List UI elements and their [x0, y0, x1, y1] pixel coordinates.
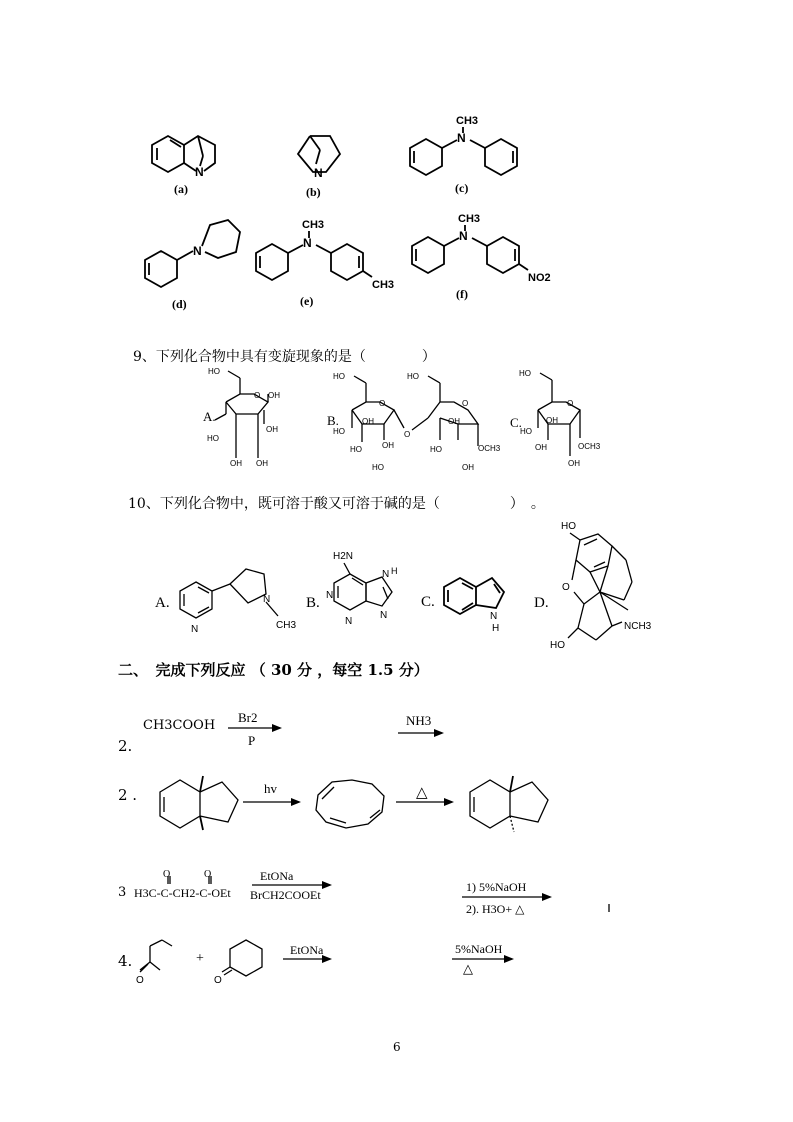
oh-label: OH	[546, 416, 558, 425]
label-a: (a)	[174, 182, 188, 196]
sugar-a	[203, 367, 280, 468]
r4-number: 4.	[118, 952, 133, 970]
ho-label: HO	[333, 427, 345, 436]
ch3-label: CH3	[372, 279, 395, 291]
option-d-label: D.	[534, 595, 549, 611]
n-atom-label: N	[326, 590, 334, 601]
n-atom-label: N	[193, 244, 202, 258]
r1-reactant: CH3COOH	[143, 718, 216, 733]
r2-reagent2: △	[416, 785, 428, 801]
section-2-title: 二、 完成下列反应 （ 30 分 ，每空 1.5 分）	[118, 661, 429, 679]
option-c-label: C.	[421, 594, 435, 610]
n-atom-label: N	[195, 165, 204, 179]
oh-label: OH	[382, 441, 394, 450]
n-atom-label: N	[459, 229, 468, 243]
ho-label: HO	[407, 372, 419, 381]
reaction-2	[160, 776, 548, 832]
och3-label: OCH3	[578, 442, 601, 451]
r3-o1: O	[163, 869, 171, 880]
ho-label: HO	[550, 640, 565, 651]
ho-label: HO	[561, 521, 576, 532]
ho-label: HO	[208, 367, 220, 376]
r3-reagent-bottom: BrCH2COOEt	[250, 888, 321, 902]
r1-reagent2: NH3	[406, 713, 432, 728]
ch3-label: CH3	[456, 115, 479, 127]
structure-nicotine	[155, 569, 296, 635]
sugar-b	[327, 372, 501, 472]
r3-step2: 2). H3O+ △	[466, 902, 525, 916]
structure-b	[298, 136, 340, 199]
r4-reagent2-top: 5%NaOH	[455, 942, 503, 956]
option-b-label: B.	[306, 595, 320, 611]
structure-f	[412, 213, 551, 301]
ring-o: O	[379, 399, 386, 408]
ho-label: HO	[350, 445, 362, 454]
ring-o: O	[567, 399, 574, 408]
r4-reagent2-bottom: △	[463, 961, 473, 976]
n-atom-label: N	[303, 236, 312, 250]
oh-label: OH	[535, 443, 547, 452]
oh-label: OH	[448, 417, 460, 426]
structure-indole	[421, 578, 504, 634]
r4-plus: +	[196, 951, 204, 966]
r2-number: 2 .	[118, 786, 138, 804]
question-10-stem: 10、下列化合物中，既可溶于酸又可溶于碱的是（ ） 。	[128, 496, 545, 512]
oh-label: OH	[462, 463, 474, 472]
n-atom-label: N	[382, 569, 390, 580]
r4-o-cyclohexanone: O	[214, 975, 222, 986]
oh-label: OH	[268, 391, 280, 400]
n-atom-label: N	[490, 611, 498, 622]
ho-label: HO	[207, 434, 219, 443]
r2-reagent1: hv	[264, 781, 277, 796]
r1-reagent-bottom: P	[248, 733, 256, 748]
structure-a	[152, 136, 215, 196]
oh-label: OH	[230, 459, 242, 468]
sugar-c	[510, 369, 601, 468]
structure-morphine	[534, 521, 652, 651]
ring-o: O	[462, 399, 469, 408]
r3-o2: O	[204, 869, 212, 880]
ho-label: HO	[519, 369, 531, 378]
och3-label: OCH3	[478, 444, 501, 453]
oh-label: OH	[266, 425, 278, 434]
n-atom-label: N	[191, 624, 199, 635]
option-b-label: B.	[327, 413, 339, 428]
n-atom-label: N	[345, 616, 353, 627]
o-atom-label: O	[562, 582, 570, 593]
no2-label: NO2	[528, 272, 551, 284]
option-a-label: A.	[155, 595, 170, 611]
structure-e	[256, 219, 394, 308]
oh-label: OH	[362, 417, 374, 426]
glyco-o: O	[404, 430, 411, 439]
label-b: (b)	[306, 185, 321, 199]
label-e: (e)	[300, 294, 314, 308]
option-c-label: C.	[510, 415, 522, 430]
r3-number: 3	[118, 885, 127, 900]
n-atom-label: N	[457, 131, 466, 145]
structure-d	[145, 220, 240, 311]
nch3-label: NCH3	[624, 621, 652, 632]
n-atom-label: N	[314, 166, 323, 180]
ho-label: HO	[520, 427, 532, 436]
reaction-3	[168, 876, 609, 912]
question-9-stem: 9、下列化合物中具有变旋现象的是（ ）	[133, 349, 436, 365]
r3-reactant: H3C-C-CH2-C-OEt	[134, 886, 231, 900]
n-atom-label: N	[380, 610, 388, 621]
h-label: H	[492, 623, 500, 634]
ring-o: O	[254, 391, 261, 400]
ho-label: HO	[372, 463, 384, 472]
r3-reagent-top: EtONa	[260, 869, 294, 883]
r4-o-butanone: O	[136, 975, 144, 986]
r3-step1: 1) 5%NaOH	[466, 880, 527, 894]
label-d: (d)	[172, 297, 187, 311]
r1-number: 2.	[118, 737, 133, 755]
h-label: H	[391, 566, 398, 576]
ch3-label: CH3	[302, 219, 325, 231]
n-atom-label: N	[263, 594, 271, 605]
h2n-label: H2N	[333, 551, 354, 562]
oh-label: OH	[256, 459, 268, 468]
label-c: (c)	[455, 181, 469, 195]
structure-adenine	[306, 551, 398, 627]
ch3-label: CH3	[276, 620, 297, 631]
oh-label: OH	[568, 459, 580, 468]
ch3-label: CH3	[458, 213, 481, 225]
label-f: (f)	[456, 287, 468, 301]
option-a-label: A.	[203, 409, 216, 424]
page-number: 6	[393, 1040, 401, 1054]
structure-c	[410, 115, 517, 195]
ho-label: HO	[430, 445, 442, 454]
ho-label: HO	[333, 372, 345, 381]
r1-reagent-top: Br2	[238, 710, 258, 725]
r4-reagent1: EtONa	[290, 943, 324, 957]
